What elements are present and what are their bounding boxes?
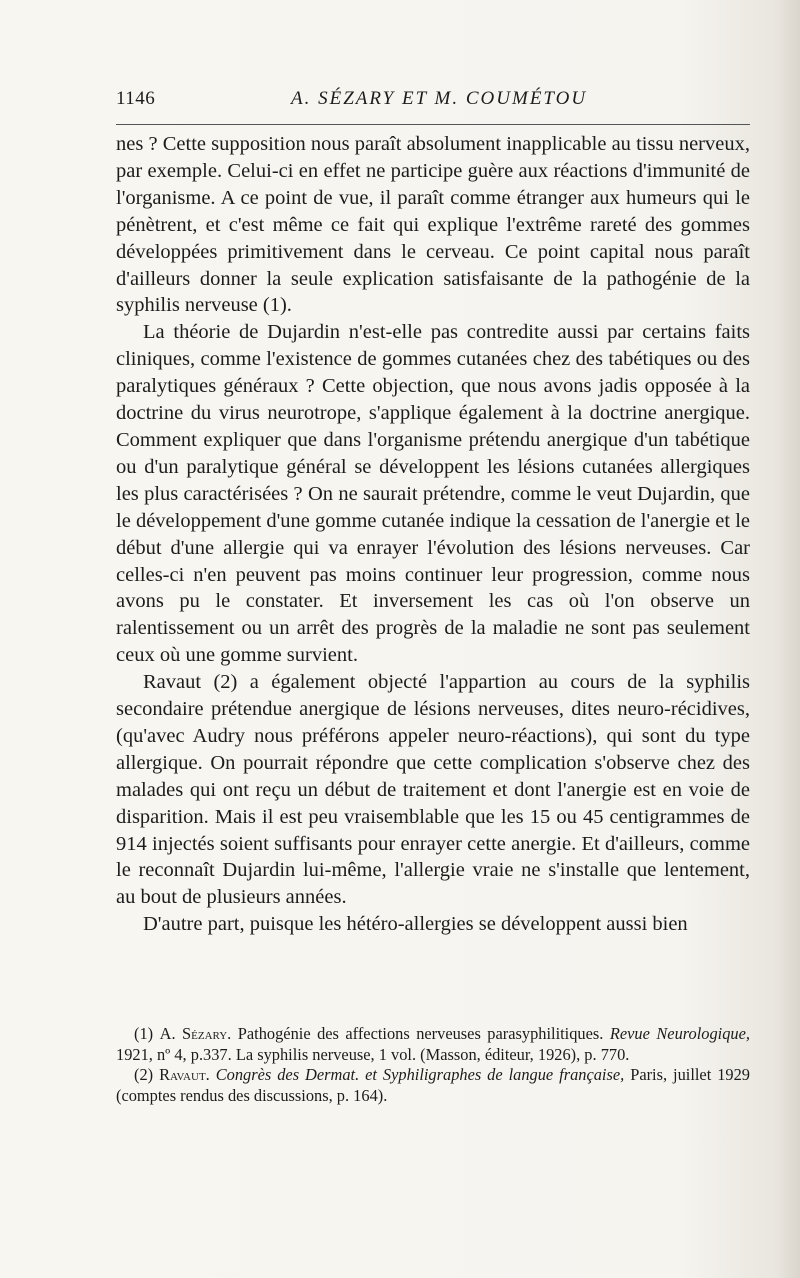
footnote-author: A. Sézary. — [159, 1024, 232, 1043]
footnote-author: Ravaut. — [159, 1065, 210, 1085]
footnotes — [116, 1024, 750, 1106]
footnote-rest: 1921, nº 4, p.337. La syphilis nerveuse, 1 vol. (Masson, éditeur, 1926), p. 770. — [116, 1044, 630, 1064]
paragraph: Ravaut (2) a également objecté l'appartion au cours de la syphilis secondaire prétendue anergique de lésions nerveuses, dites neuro-récidives, (qu'avec Audry nous préférons appeler neuro-réactions), qui sont du type allergique. On pourrait répondre que cette complication s'observe chez des malades qui ont reçu un début de traitement et dont l'anergie est en voie de disparition. Mais il est peu vraisemblable que les 15 ou 45 centigrammes de 914 injectés soient suffisants pour enrayer cette anergie. Et d'ailleurs, comme le reconnaît Dujardin lui-même, l'allergie vraie ne s'installe que lentement, au bout de plusieurs années. — [116, 671, 750, 909]
header-rule — [116, 124, 750, 125]
footnote-marker: (2) — [134, 1065, 154, 1085]
running-title: A. SÉZARY ET M. COUMÉTOU — [291, 88, 588, 109]
footnote — [116, 1024, 750, 1065]
paragraph: nes ? Cette supposition nous paraît absolument inapplicable au tissu nerveux, par exemple. Celui-ci en effet ne participe guère aux réactions d'immunité de l'organisme. A ce point de vue, il paraît comme étranger aux humeurs qui le pénètrent, et c'est même ce fait qui explique l'extrême rareté des gommes développées primitivement dans le cerveau. Ce point capital nous paraît d'ailleurs donner la seule explication satisfaisante de la pathogénie de la syphilis nerveuse (1). — [116, 133, 750, 317]
footnote — [116, 1065, 750, 1106]
footnote-journal: Revue Neurologique, — [609, 1024, 750, 1043]
footnote-title: Pathogénie des affections nerveuses parasyphilitiques. — [237, 1024, 604, 1043]
page-number: 1146 — [116, 88, 156, 109]
body-text — [116, 131, 750, 938]
page-header — [116, 84, 750, 114]
footnote-journal: Congrès des Dermat. et Syphiligraphes de langue française, — [215, 1065, 625, 1085]
footnote-marker: (1) — [134, 1024, 154, 1043]
paragraph: La théorie de Dujardin n'est-elle pas contredite aussi par certains faits cliniques, comme l'existence de gommes cutanées chez des tabétiques ou des paralytiques généraux ? Cette objection, que nous avons jadis opposée à la doctrine du virus neurotrope, s'applique également à la doctrine anergique. Comment expliquer que dans l'organisme prétendu anergique d'un tabétique ou d'un paralytique général se développent les lésions cutanées allergiques les plus caractérisées ? On ne saurait prétendre, comme le veut Dujardin, que le développement d'une gomme cutanée indique la cessation de l'anergie et le début d'une allergie qui va enrayer l'évolution des lésions nerveuses. Car celles-ci n'en peuvent pas moins continuer leur progression, comme nous avons pu le constater. Et inversement les cas où l'on observe un ralentissement ou un arrêt des progrès de la maladie ne sont pas seulement ceux où une gomme survient. — [116, 321, 750, 667]
paragraph: D'autre part, puisque les hétéro-allergies se développent aussi bien — [143, 913, 688, 936]
footnote-rest: Paris, juillet 1929 (comptes rendus des discussions, p. 164). — [116, 1065, 750, 1105]
